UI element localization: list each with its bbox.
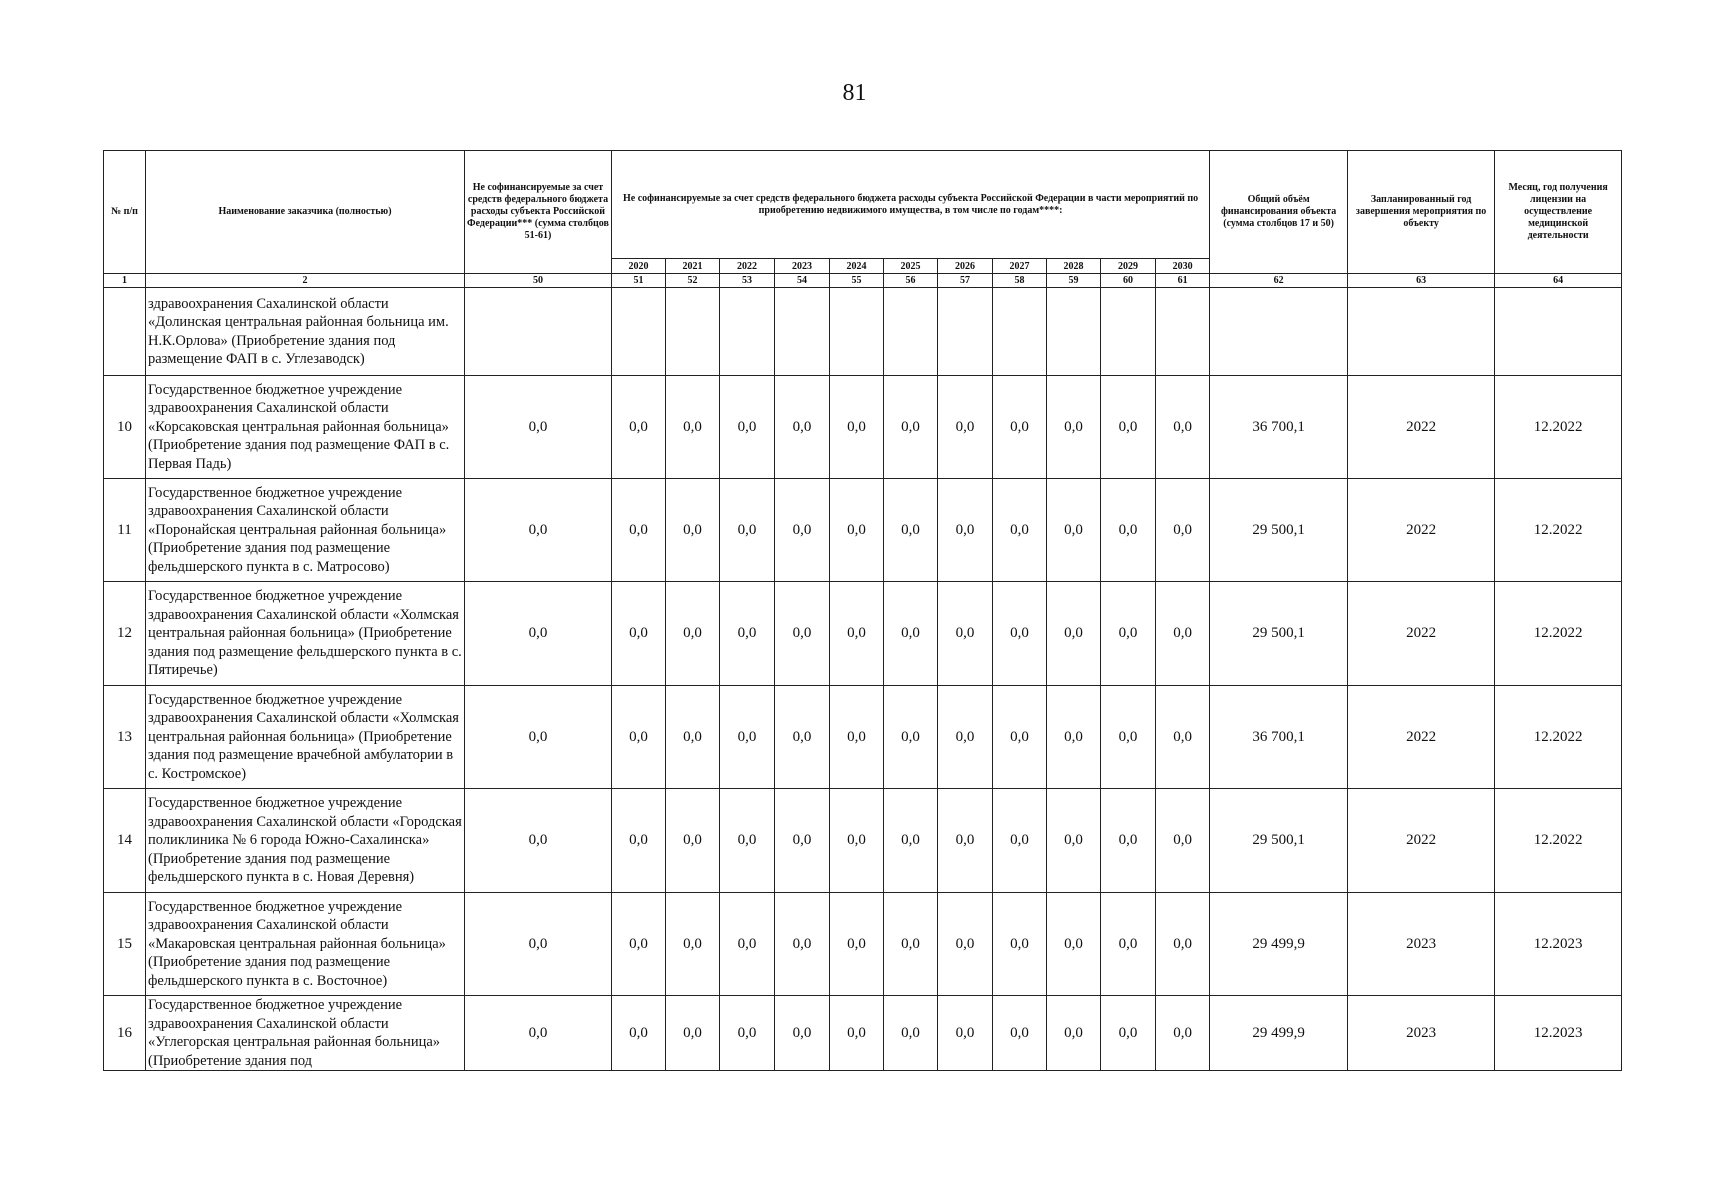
total-financing: 29 499,9 bbox=[1210, 893, 1348, 996]
table-row bbox=[104, 893, 1622, 996]
customer-name: Государственное бюджетное учреждение здравоохранения Сахалинской области «Макаровская центральная районная больница» (Приобретение здания под размещение фельдшерского пункта в с. Восточное) bbox=[146, 893, 465, 996]
completion-year: 2022 bbox=[1348, 686, 1495, 789]
column-number: 64 bbox=[1495, 274, 1622, 288]
value-year-2028: 0,0 bbox=[1047, 893, 1101, 996]
table-row bbox=[104, 686, 1622, 789]
value-col-50: 0,0 bbox=[465, 582, 612, 686]
value-year-2022: 0,0 bbox=[720, 789, 775, 893]
license-month-year: 12.2022 bbox=[1495, 789, 1622, 893]
column-number: 59 bbox=[1047, 274, 1101, 288]
row-number: 12 bbox=[104, 582, 146, 686]
value-year-2022: 0,0 bbox=[720, 479, 775, 582]
value-year-2023: 0,0 bbox=[775, 479, 830, 582]
value-year-2020: 0,0 bbox=[612, 376, 666, 479]
value-year-2025 bbox=[884, 288, 938, 376]
header-year-2026: 2026 bbox=[938, 259, 993, 274]
value-year-2026: 0,0 bbox=[938, 582, 993, 686]
license-month-year: 12.2022 bbox=[1495, 376, 1622, 479]
license-month-year bbox=[1495, 288, 1622, 376]
value-year-2026: 0,0 bbox=[938, 996, 993, 1071]
customer-name: здравоохранения Сахалинской области «Долинская центральная районная больница им. Н.К.Орлова» (Приобретение здания под размещение ФАП в с. Углезаводск) bbox=[146, 288, 465, 376]
row-number: 13 bbox=[104, 686, 146, 789]
value-year-2020: 0,0 bbox=[612, 479, 666, 582]
table-row bbox=[104, 288, 1622, 376]
table-row bbox=[104, 376, 1622, 479]
total-financing: 36 700,1 bbox=[1210, 376, 1348, 479]
value-year-2027: 0,0 bbox=[993, 479, 1047, 582]
row-number: 16 bbox=[104, 996, 146, 1071]
value-year-2022: 0,0 bbox=[720, 893, 775, 996]
column-number: 54 bbox=[775, 274, 830, 288]
header-col-64: Месяц, год получения лицензии на осуществление медицинской деятельности bbox=[1495, 151, 1622, 274]
license-month-year: 12.2022 bbox=[1495, 582, 1622, 686]
value-year-2024: 0,0 bbox=[830, 789, 884, 893]
value-year-2025: 0,0 bbox=[884, 789, 938, 893]
column-number: 2 bbox=[146, 274, 465, 288]
value-year-2023: 0,0 bbox=[775, 893, 830, 996]
completion-year: 2022 bbox=[1348, 789, 1495, 893]
value-year-2020: 0,0 bbox=[612, 789, 666, 893]
header-year-2030: 2030 bbox=[1156, 259, 1210, 274]
value-year-2023: 0,0 bbox=[775, 789, 830, 893]
value-year-2028: 0,0 bbox=[1047, 686, 1101, 789]
value-year-2026: 0,0 bbox=[938, 789, 993, 893]
value-year-2025: 0,0 bbox=[884, 893, 938, 996]
header-num: № п/п bbox=[104, 151, 146, 274]
value-year-2020 bbox=[612, 288, 666, 376]
value-col-50: 0,0 bbox=[465, 479, 612, 582]
value-year-2030 bbox=[1156, 288, 1210, 376]
value-year-2020: 0,0 bbox=[612, 686, 666, 789]
completion-year bbox=[1348, 288, 1495, 376]
column-number: 52 bbox=[666, 274, 720, 288]
column-number: 62 bbox=[1210, 274, 1348, 288]
value-year-2030: 0,0 bbox=[1156, 686, 1210, 789]
customer-name: Государственное бюджетное учреждение здравоохранения Сахалинской области «Корсаковская центральная районная больница» (Приобретение здания под размещение ФАП в с. Первая Падь) bbox=[146, 376, 465, 479]
value-year-2026: 0,0 bbox=[938, 893, 993, 996]
financing-table bbox=[103, 150, 1622, 1071]
value-year-2024: 0,0 bbox=[830, 996, 884, 1071]
row-number: 14 bbox=[104, 789, 146, 893]
column-number: 58 bbox=[993, 274, 1047, 288]
value-year-2023: 0,0 bbox=[775, 996, 830, 1071]
column-number: 60 bbox=[1101, 274, 1156, 288]
value-year-2030: 0,0 bbox=[1156, 893, 1210, 996]
value-year-2025: 0,0 bbox=[884, 686, 938, 789]
table-row bbox=[104, 582, 1622, 686]
value-year-2022: 0,0 bbox=[720, 376, 775, 479]
value-year-2023: 0,0 bbox=[775, 376, 830, 479]
customer-name: Государственное бюджетное учреждение здравоохранения Сахалинской области «Углегорская центральная районная больница» (Приобретение здания под bbox=[146, 996, 465, 1071]
table-row bbox=[104, 789, 1622, 893]
value-col-50: 0,0 bbox=[465, 686, 612, 789]
value-year-2028: 0,0 bbox=[1047, 789, 1101, 893]
value-year-2028: 0,0 bbox=[1047, 376, 1101, 479]
header-year-2021: 2021 bbox=[666, 259, 720, 274]
row-number: 11 bbox=[104, 479, 146, 582]
column-number: 55 bbox=[830, 274, 884, 288]
value-year-2028 bbox=[1047, 288, 1101, 376]
value-year-2027: 0,0 bbox=[993, 789, 1047, 893]
column-number: 56 bbox=[884, 274, 938, 288]
column-number: 1 bbox=[104, 274, 146, 288]
column-number: 50 bbox=[465, 274, 612, 288]
customer-name: Государственное бюджетное учреждение здравоохранения Сахалинской области «Поронайская центральная районная больница» (Приобретение здания под размещение фельдшерского пункта в с. Матросово) bbox=[146, 479, 465, 582]
value-year-2029: 0,0 bbox=[1101, 582, 1156, 686]
value-year-2030: 0,0 bbox=[1156, 582, 1210, 686]
header-col-50: Не софинансируемые за счет средств федерального бюджета расходы субъекта Российской Федерации*** (сумма столбцов 51-61) bbox=[465, 151, 612, 274]
value-year-2022: 0,0 bbox=[720, 582, 775, 686]
value-year-2024 bbox=[830, 288, 884, 376]
value-col-50 bbox=[465, 288, 612, 376]
value-year-2024: 0,0 bbox=[830, 376, 884, 479]
total-financing: 29 500,1 bbox=[1210, 479, 1348, 582]
value-year-2024: 0,0 bbox=[830, 686, 884, 789]
value-col-50: 0,0 bbox=[465, 789, 612, 893]
value-year-2024: 0,0 bbox=[830, 582, 884, 686]
value-year-2026 bbox=[938, 288, 993, 376]
value-year-2026: 0,0 bbox=[938, 479, 993, 582]
license-month-year: 12.2023 bbox=[1495, 893, 1622, 996]
value-year-2022: 0,0 bbox=[720, 686, 775, 789]
value-year-2027 bbox=[993, 288, 1047, 376]
column-number: 51 bbox=[612, 274, 666, 288]
value-year-2030: 0,0 bbox=[1156, 376, 1210, 479]
header-name: Наименование заказчика (полностью) bbox=[146, 151, 465, 274]
completion-year: 2022 bbox=[1348, 376, 1495, 479]
value-year-2023: 0,0 bbox=[775, 582, 830, 686]
value-year-2020: 0,0 bbox=[612, 893, 666, 996]
value-year-2029: 0,0 bbox=[1101, 686, 1156, 789]
value-year-2021: 0,0 bbox=[666, 893, 720, 996]
header-year-2020: 2020 bbox=[612, 259, 666, 274]
header-year-2029: 2029 bbox=[1101, 259, 1156, 274]
value-year-2022 bbox=[720, 288, 775, 376]
header-col-63: Запланированный год завершения мероприятия по объекту bbox=[1348, 151, 1495, 274]
total-financing: 29 500,1 bbox=[1210, 789, 1348, 893]
page-number: 81 bbox=[842, 80, 867, 106]
value-year-2021: 0,0 bbox=[666, 376, 720, 479]
value-col-50: 0,0 bbox=[465, 893, 612, 996]
customer-name: Государственное бюджетное учреждение здравоохранения Сахалинской области «Городская поликлиника № 6 города Южно-Сахалинска» (Приобретение здания под размещение фельдшерского пункта в с. Новая Деревня) bbox=[146, 789, 465, 893]
value-year-2029: 0,0 bbox=[1101, 376, 1156, 479]
license-month-year: 12.2022 bbox=[1495, 686, 1622, 789]
column-number: 53 bbox=[720, 274, 775, 288]
value-col-50: 0,0 bbox=[465, 376, 612, 479]
row-number: 10 bbox=[104, 376, 146, 479]
value-year-2024: 0,0 bbox=[830, 479, 884, 582]
row-number: 15 bbox=[104, 893, 146, 996]
completion-year: 2023 bbox=[1348, 893, 1495, 996]
value-year-2029: 0,0 bbox=[1101, 996, 1156, 1071]
value-year-2025: 0,0 bbox=[884, 582, 938, 686]
column-number: 63 bbox=[1348, 274, 1495, 288]
value-col-50: 0,0 bbox=[465, 996, 612, 1071]
table-row bbox=[104, 479, 1622, 582]
value-year-2025: 0,0 bbox=[884, 479, 938, 582]
header-year-2023: 2023 bbox=[775, 259, 830, 274]
value-year-2026: 0,0 bbox=[938, 376, 993, 479]
value-year-2030: 0,0 bbox=[1156, 996, 1210, 1071]
completion-year: 2022 bbox=[1348, 479, 1495, 582]
value-year-2021: 0,0 bbox=[666, 479, 720, 582]
row-number bbox=[104, 288, 146, 376]
column-numbers-row bbox=[104, 274, 1622, 288]
license-month-year: 12.2023 bbox=[1495, 996, 1622, 1071]
value-year-2021: 0,0 bbox=[666, 582, 720, 686]
value-year-2030: 0,0 bbox=[1156, 479, 1210, 582]
license-month-year: 12.2022 bbox=[1495, 479, 1622, 582]
total-financing: 29 499,9 bbox=[1210, 996, 1348, 1071]
value-year-2030: 0,0 bbox=[1156, 789, 1210, 893]
value-year-2027: 0,0 bbox=[993, 582, 1047, 686]
customer-name: Государственное бюджетное учреждение здравоохранения Сахалинской области «Холмская центральная районная больница» (Приобретение здания под размещение врачебной амбулатории в с. Костромское) bbox=[146, 686, 465, 789]
completion-year: 2022 bbox=[1348, 582, 1495, 686]
value-year-2027: 0,0 bbox=[993, 996, 1047, 1071]
value-year-2021 bbox=[666, 288, 720, 376]
value-year-2026: 0,0 bbox=[938, 686, 993, 789]
value-year-2025: 0,0 bbox=[884, 376, 938, 479]
total-financing: 29 500,1 bbox=[1210, 582, 1348, 686]
value-year-2021: 0,0 bbox=[666, 789, 720, 893]
column-number: 57 bbox=[938, 274, 993, 288]
value-year-2028: 0,0 bbox=[1047, 479, 1101, 582]
header-years-group: Не софинансируемые за счет средств федерального бюджета расходы субъекта Российской Федерации в части мероприятий по приобретению недвижимого имущества, в том числе по годам****: bbox=[612, 151, 1210, 259]
table-row bbox=[104, 996, 1622, 1071]
completion-year: 2023 bbox=[1348, 996, 1495, 1071]
value-year-2021: 0,0 bbox=[666, 686, 720, 789]
header-year-2025: 2025 bbox=[884, 259, 938, 274]
value-year-2029 bbox=[1101, 288, 1156, 376]
value-year-2020: 0,0 bbox=[612, 996, 666, 1071]
header-col-62: Общий объём финансирования объекта (сумма столбцов 17 и 50) bbox=[1210, 151, 1348, 274]
value-year-2029: 0,0 bbox=[1101, 893, 1156, 996]
value-year-2027: 0,0 bbox=[993, 686, 1047, 789]
value-year-2022: 0,0 bbox=[720, 996, 775, 1071]
value-year-2020: 0,0 bbox=[612, 582, 666, 686]
value-year-2029: 0,0 bbox=[1101, 789, 1156, 893]
total-financing: 36 700,1 bbox=[1210, 686, 1348, 789]
value-year-2024: 0,0 bbox=[830, 893, 884, 996]
column-number: 61 bbox=[1156, 274, 1210, 288]
value-year-2028: 0,0 bbox=[1047, 582, 1101, 686]
value-year-2023: 0,0 bbox=[775, 686, 830, 789]
value-year-2027: 0,0 bbox=[993, 376, 1047, 479]
value-year-2023 bbox=[775, 288, 830, 376]
value-year-2029: 0,0 bbox=[1101, 479, 1156, 582]
header-year-2022: 2022 bbox=[720, 259, 775, 274]
value-year-2021: 0,0 bbox=[666, 996, 720, 1071]
value-year-2025: 0,0 bbox=[884, 996, 938, 1071]
customer-name: Государственное бюджетное учреждение здравоохранения Сахалинской области «Холмская центральная районная больница» (Приобретение здания под размещение фельдшерского пункта в с. Пятиречье) bbox=[146, 582, 465, 686]
value-year-2027: 0,0 bbox=[993, 893, 1047, 996]
total-financing bbox=[1210, 288, 1348, 376]
header-year-2027: 2027 bbox=[993, 259, 1047, 274]
header-year-2028: 2028 bbox=[1047, 259, 1101, 274]
value-year-2028: 0,0 bbox=[1047, 996, 1101, 1071]
header-year-2024: 2024 bbox=[830, 259, 884, 274]
